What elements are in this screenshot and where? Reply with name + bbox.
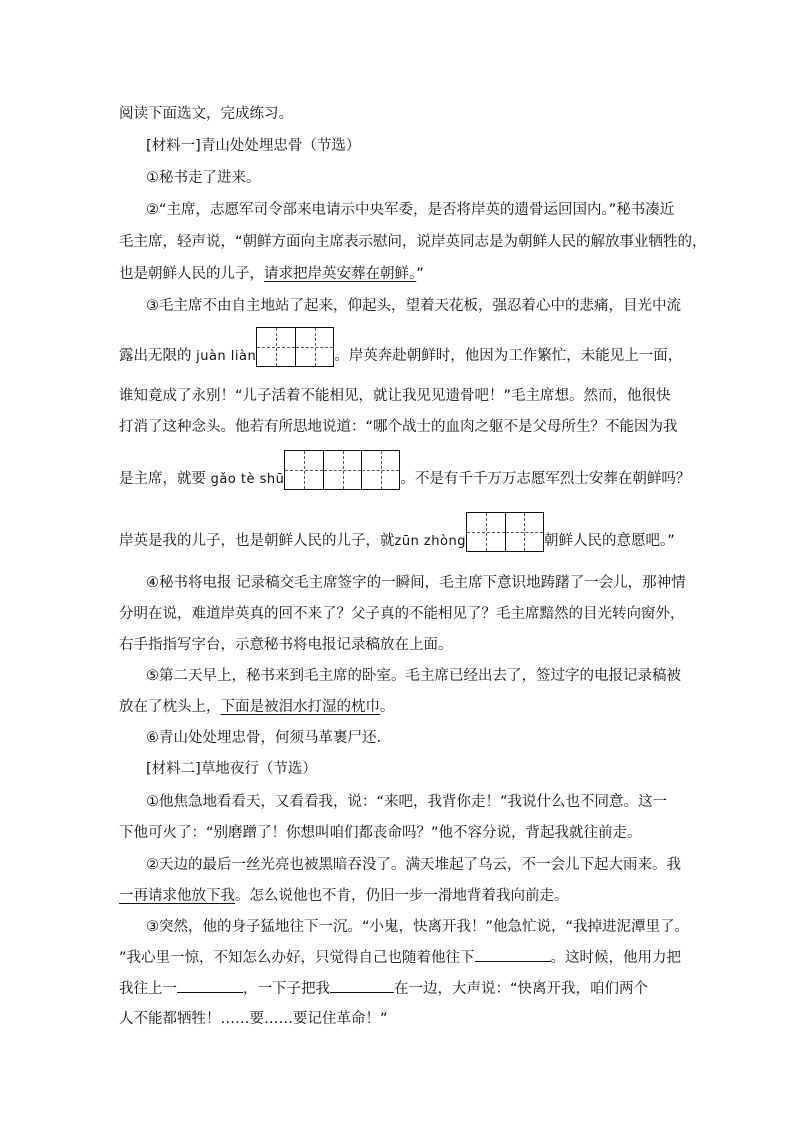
character-grid-answer-box[interactable] (284, 450, 400, 490)
m2-paragraph-2-line: ②天边的最后一丝光亮也被黑暗吞没了。满天堆起了乌云，不一会儿下起大雨来。我 (146, 857, 681, 873)
instruction: 阅读下面选文，完成练习。 (119, 106, 293, 122)
text: 。怎么说他也不肯，仍旧一步一滑地背着我向前走。 (235, 888, 569, 904)
grid-cell[interactable] (505, 513, 543, 551)
text: 。不是有千千万万志愿军烈士安葬在朝鲜吗？ (400, 471, 691, 487)
text: 放在了枕头上， (119, 699, 221, 715)
text: 。 (380, 699, 395, 715)
m1-paragraph-3-line (119, 327, 682, 367)
material2-title: [材料二]草地夜行（节选） (146, 761, 317, 777)
text: ”我心里一惊，不知怎么办好，只觉得自己也随着他往下 (119, 950, 475, 966)
m2-paragraph-2-line (119, 886, 569, 906)
m1-paragraph-3-line: 谁知竟成了永别！“儿子活着不能相见，就让我见见遗骨吧！”毛主席想。然而，他很快 (119, 388, 671, 404)
pinyin-prompt: gǎo tè shū (210, 472, 285, 487)
grid-cell[interactable] (361, 451, 399, 489)
grid-cell[interactable] (285, 451, 323, 489)
character-grid-answer-box[interactable] (256, 327, 334, 367)
underlined-sentence: 一再请求他放下我 (119, 888, 235, 904)
pinyin-prompt: juàn liàn (196, 349, 257, 364)
m1-paragraph-3-line: 打消了这种念头。他若有所思地说道：“哪个战士的血肉之躯不是父母所生？不能因为我 (119, 419, 678, 435)
m1-paragraph-2-line: ②“主席，志愿军司令部来电请示中央军委，是否将岸英的遗骨运回国内。”秘书凑近 (146, 202, 675, 218)
fill-in-blank[interactable] (177, 978, 243, 993)
character-grid-answer-box[interactable] (466, 512, 544, 552)
text: 朝鲜人民的意愿吧。” (543, 533, 675, 549)
pinyin-prompt: zūn zhòng (394, 534, 466, 549)
underlined-sentence: 请求把岸英安葬在朝鲜。 (264, 266, 417, 282)
m1-paragraph-2-line (119, 264, 424, 284)
m1-paragraph-4-line: 分明在说，难道岸英真的回不来了？父子真的不能相见了？毛主席黯然的目光转向窗外， (119, 606, 685, 622)
grid-cell[interactable] (467, 513, 505, 551)
fill-in-blank[interactable] (475, 947, 551, 962)
m1-paragraph-3-line (119, 512, 675, 552)
m1-paragraph-1: ①秘书走了进来。 (146, 170, 261, 186)
text: 。岸英奔赴朝鲜时，他因为工作繁忙，未能见上一面， (334, 348, 683, 364)
text: 岸英是我的儿子，也是朝鲜人民的儿子，就 (119, 533, 395, 549)
text: ，一下子把我 (243, 981, 330, 997)
m2-paragraph-3-line (119, 978, 648, 999)
m2-paragraph-1-line: 下他可火了：“别磨蹭了！你想叫咱们都丧命吗？”他不容分说，背起我就往前走。 (119, 825, 642, 841)
grid-cell[interactable] (257, 328, 295, 366)
text: ” (416, 266, 424, 282)
underlined-sentence: 下面是被泪水打湿的枕巾 (220, 699, 380, 715)
fill-in-blank[interactable] (330, 978, 394, 993)
m1-paragraph-4-line: 右手指指写字台，示意秘书将电报记录稿放在上面。 (119, 637, 453, 653)
text: 也是朝鲜人民的儿子， (119, 266, 264, 282)
m1-paragraph-3-line: ③毛主席不由自主地站了起来，仰起头，望着天花板，强忍着心中的悲痛，目光中流 (146, 298, 681, 314)
m1-paragraph-5-line (119, 697, 395, 717)
m2-paragraph-3-line: ③突然，他的身子猛地往下一沉。“小鬼，快离开我！”他急忙说，“我掉进泥潭里了。 (146, 919, 690, 935)
text: 露出无限的 (119, 348, 192, 364)
text: 我往上一 (119, 981, 177, 997)
m2-paragraph-1-line: ①他焦急地看看天，又看看我，说：“来吧，我背你走！”我说什么也不同意。这一 (146, 794, 668, 810)
grid-cell[interactable] (323, 451, 361, 489)
material1-title: [材料一]青山处处埋忠骨（节选） (146, 138, 361, 154)
text: 。这时候，他用力把 (550, 950, 682, 966)
m1-paragraph-4-line: ④秘书将电报 记录稿交毛主席签字的一瞬间，毛主席下意识地踌躇了一会儿，那神情 (146, 575, 686, 591)
m1-paragraph-2-line: 毛主席，轻声说，“朝鲜方面向主席表示慰问，说岸英同志是为朝鲜人民的解放事业牺牲的， (119, 234, 707, 250)
text: 是主席，就要 (119, 471, 206, 487)
m1-paragraph-6: ⑥青山处处埋忠骨，何须马革裹尸还. (146, 730, 382, 746)
text: 在一边，大声说：“快离开我，咱们两个 (394, 981, 649, 997)
m2-paragraph-3-line (119, 947, 681, 968)
grid-cell[interactable] (295, 328, 333, 366)
m1-paragraph-5-line: ⑤第二天早上，秘书来到毛主席的卧室。毛主席已经出去了，签过字的电报记录稿被 (146, 668, 681, 684)
m2-paragraph-3-line: 人不能都牺牲！……要……要记住革命！” (119, 1011, 388, 1027)
m1-paragraph-3-line (119, 450, 690, 490)
